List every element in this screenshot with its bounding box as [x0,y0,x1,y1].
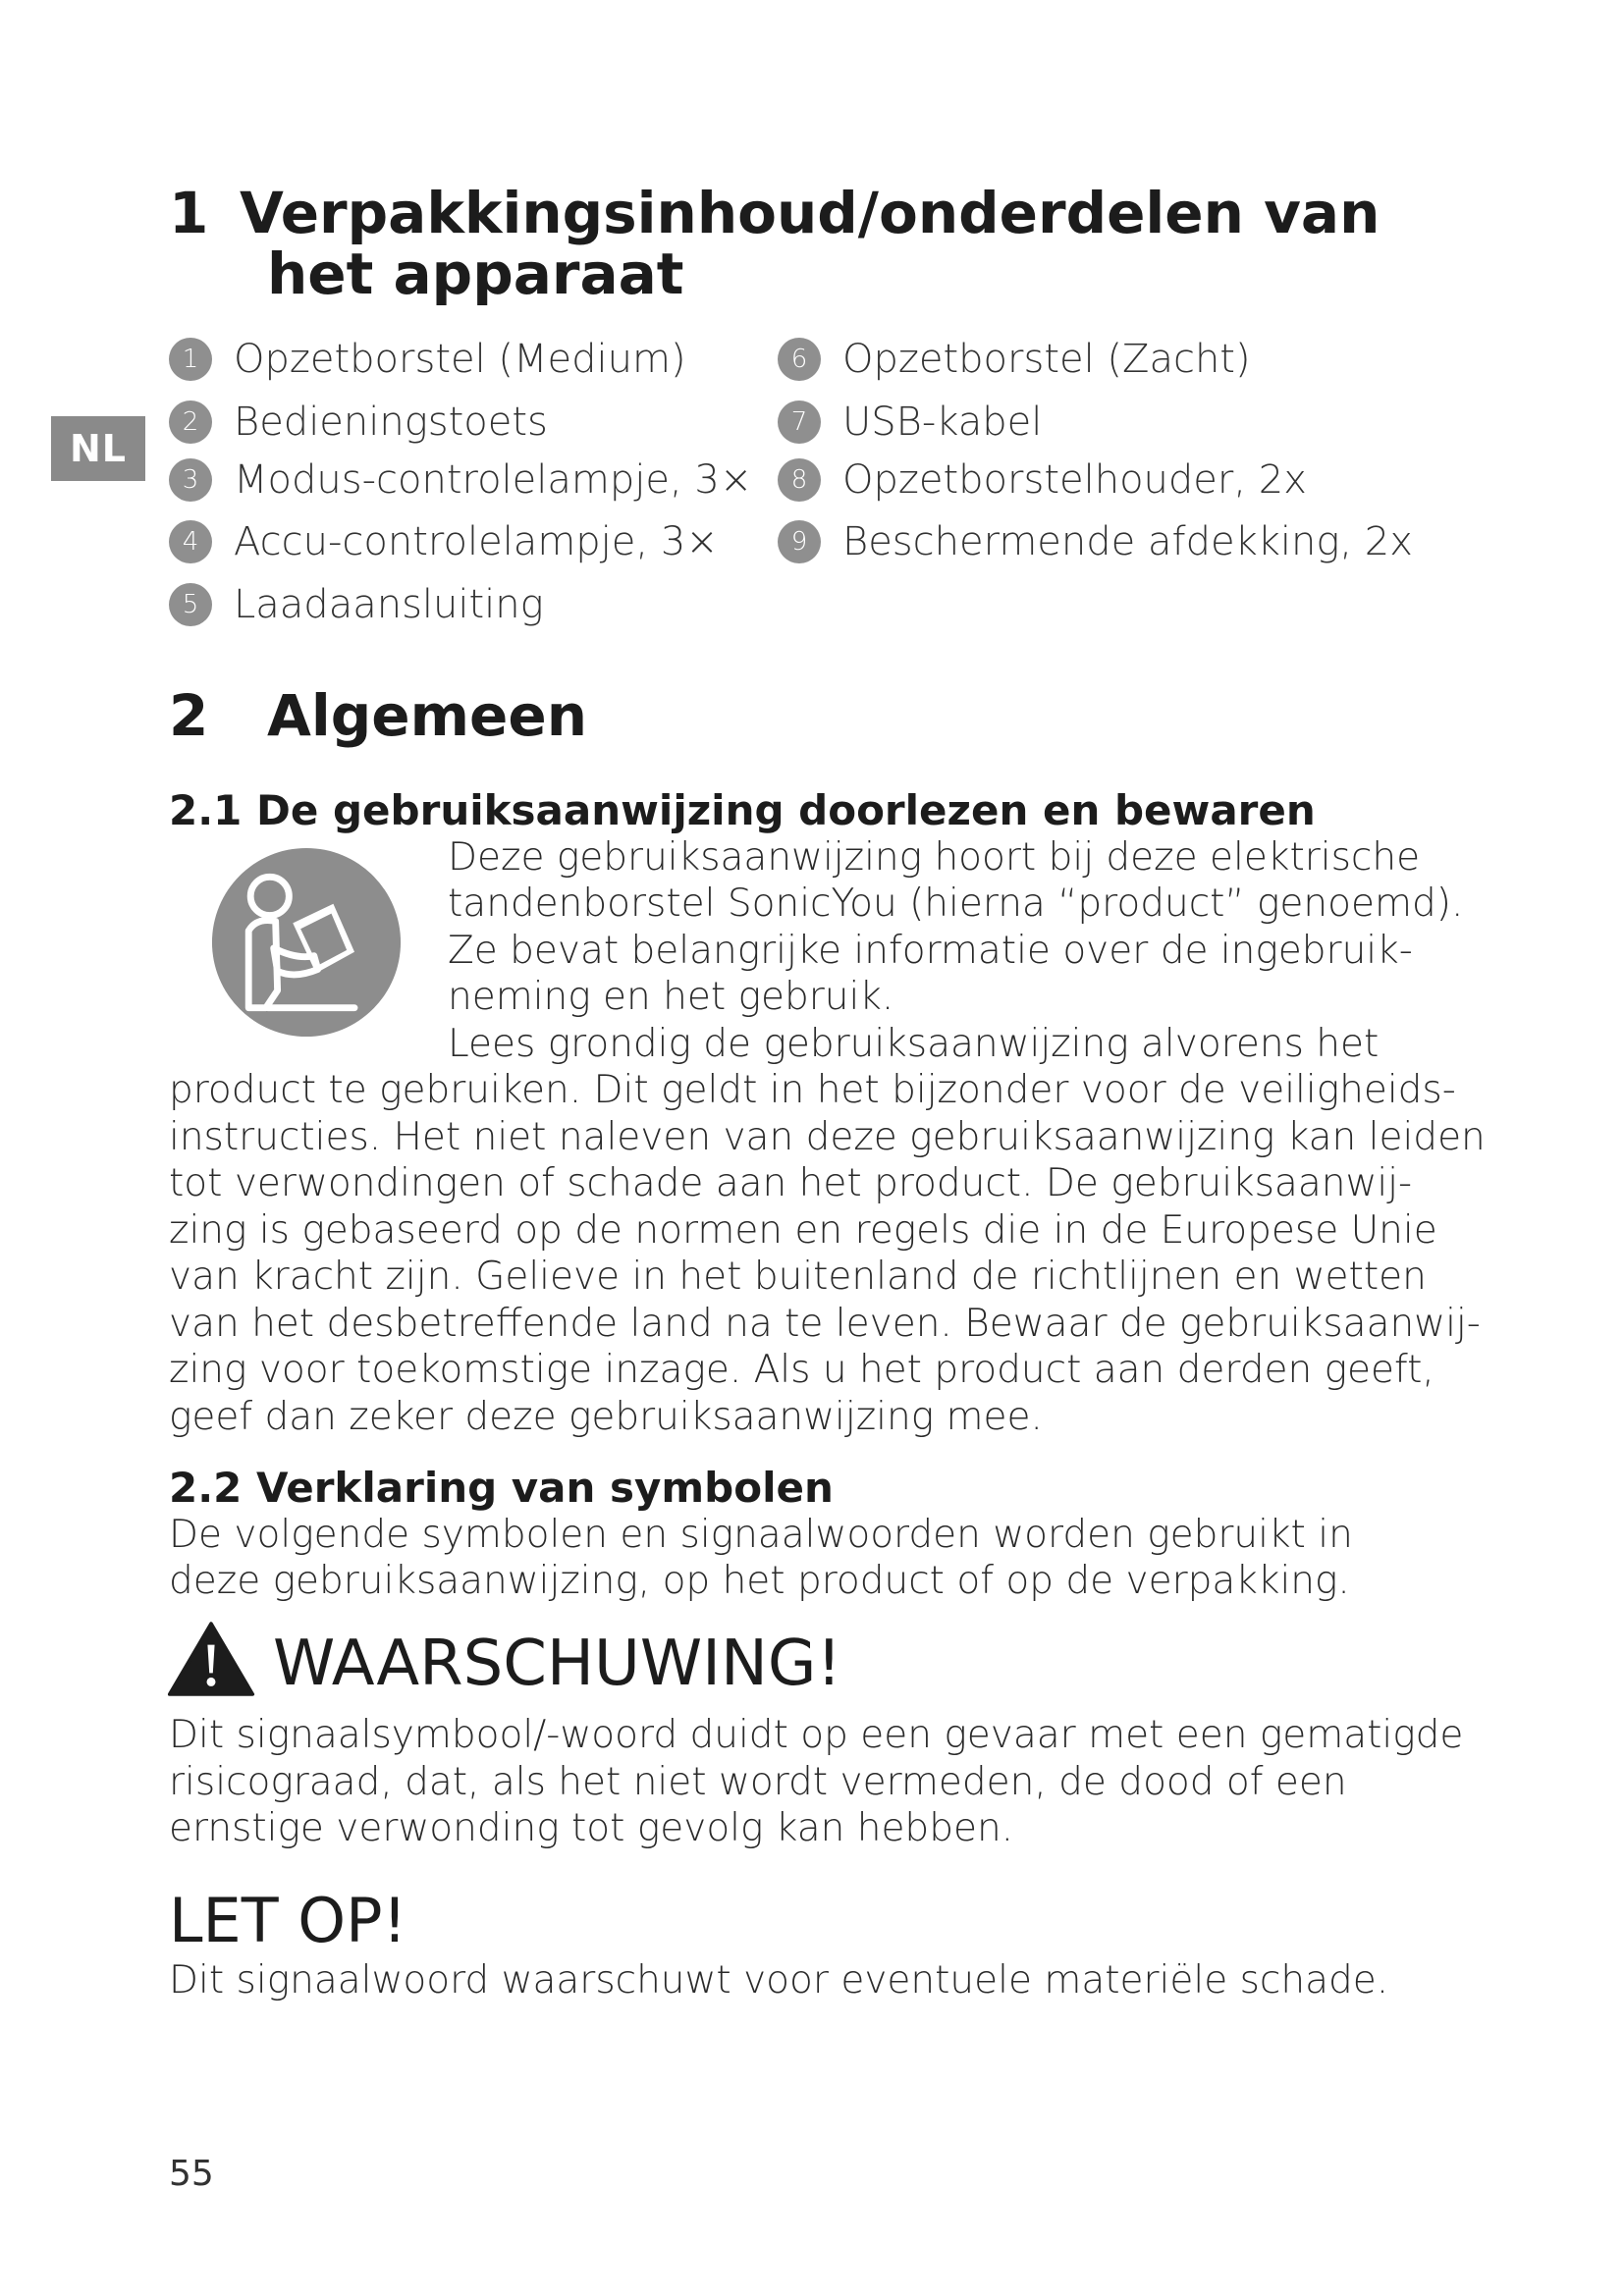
part-item [169,583,544,626]
text-line: zing voor toekomstige inzage. Als u het product aan derden geeft, [169,1348,1435,1392]
text-line: tot verwondingen of schade aan het product. De gebruiksaanwij- [169,1161,1413,1205]
part-number-badge: 9 [778,520,821,563]
part-label: Opzetborstel (Medium) [234,337,686,382]
text-line: risicograad, dat, als het niet wordt vermeden, de dood of een [169,1760,1347,1804]
part-label: Modus-controlelampje, 3× [234,457,753,503]
text-line: De volgende symbolen en signaalwoorden worden gebruikt in [169,1513,1353,1557]
part-item [169,458,752,502]
section-2-title: Algemeen [267,682,588,749]
text-line: product te gebruiken. Dit geldt in het bijzonder voor de veiligheids- [169,1068,1456,1112]
text-line: instructies. Het niet naleven van deze gebruiksaanwijzing kan leiden [169,1115,1486,1159]
part-number-badge: 8 [778,458,821,502]
part-label: Accu-controlelampje, 3× [234,519,719,564]
text-line: van het desbetreffende land na te leven. Bewaar de gebruiksaanwij- [169,1302,1481,1346]
text-line: van kracht zijn. Gelieve in het buitenland de richtlijnen en wetten [169,1255,1427,1299]
subsection-2-2-heading: 2.2 Verklaring van symbolen [169,1464,834,1512]
warning-title: WAARSCHUWING! [273,1628,842,1700]
section-1-heading [169,180,1445,310]
text-line: Dit signaalwoord waarschuwt voor eventuele materiële schade. [169,1958,1389,2002]
text-line: Ze bevat belangrijke informatie over de ingebruik- [448,929,1413,973]
section-2-number: 2 [169,682,209,749]
read-manual-icon [210,846,403,1039]
part-number-badge: 3 [169,458,212,502]
part-item [778,520,1413,563]
language-tab: NL [51,416,145,481]
section-2-heading [169,682,856,750]
part-item [169,338,686,381]
caution-title: LET OP! [169,1885,407,1956]
part-label: Opzetborstel (Zacht) [842,337,1251,382]
warning-triangle-icon [167,1620,255,1698]
text-line: geef dan zeker deze gebruiksaanwijzing mee. [169,1395,1043,1439]
part-number-badge: 6 [778,338,821,381]
subsection-2-1-heading: 2.1 De gebruiksaanwijzing doorlezen en bewaren [169,786,1316,834]
text-line: neming en het gebruik. [448,975,894,1019]
part-number-badge: 2 [169,400,212,444]
part-number-badge: 1 [169,338,212,381]
part-item [778,458,1307,502]
text-line: zing is gebaseerd op de normen en regels die in de Europese Unie [169,1208,1437,1253]
part-item [169,520,719,563]
text-line: deze gebruiksaanwijzing, op het product of op de verpakking. [169,1559,1350,1603]
part-item [778,338,1251,381]
text-line: ernstige verwonding tot gevolg kan hebben. [169,1806,1014,1850]
section-1-number: 1 [169,180,209,246]
text-line: Lees grondig de gebruiksaanwijzing alvorens het [448,1022,1380,1066]
part-label: USB-kabel [842,400,1043,445]
text-line: Deze gebruiksaanwijzing hoort bij deze elektrische [448,835,1421,880]
part-label: Bedieningstoets [234,400,548,445]
part-label: Opzetborstelhouder, 2x [842,457,1307,503]
part-item [778,400,1042,444]
text-line: tandenborstel SonicYou (hierna “product” genoemd). [448,881,1464,926]
part-number-badge: 4 [169,520,212,563]
section-1-title-line1: Verpakkingsinhoud/onderdelen van [240,180,1380,246]
part-number-badge: 7 [778,400,821,444]
part-label: Beschermende afdekking, 2x [842,519,1413,564]
part-label: Laadaansluiting [234,582,544,627]
text-line: Dit signaalsymbool/-woord duidt op een gevaar met een gematigde [169,1713,1464,1757]
part-item [169,400,548,444]
page-number: 55 [169,2154,214,2194]
section-1-title-line2: het apparaat [267,240,684,307]
part-number-badge: 5 [169,583,212,626]
